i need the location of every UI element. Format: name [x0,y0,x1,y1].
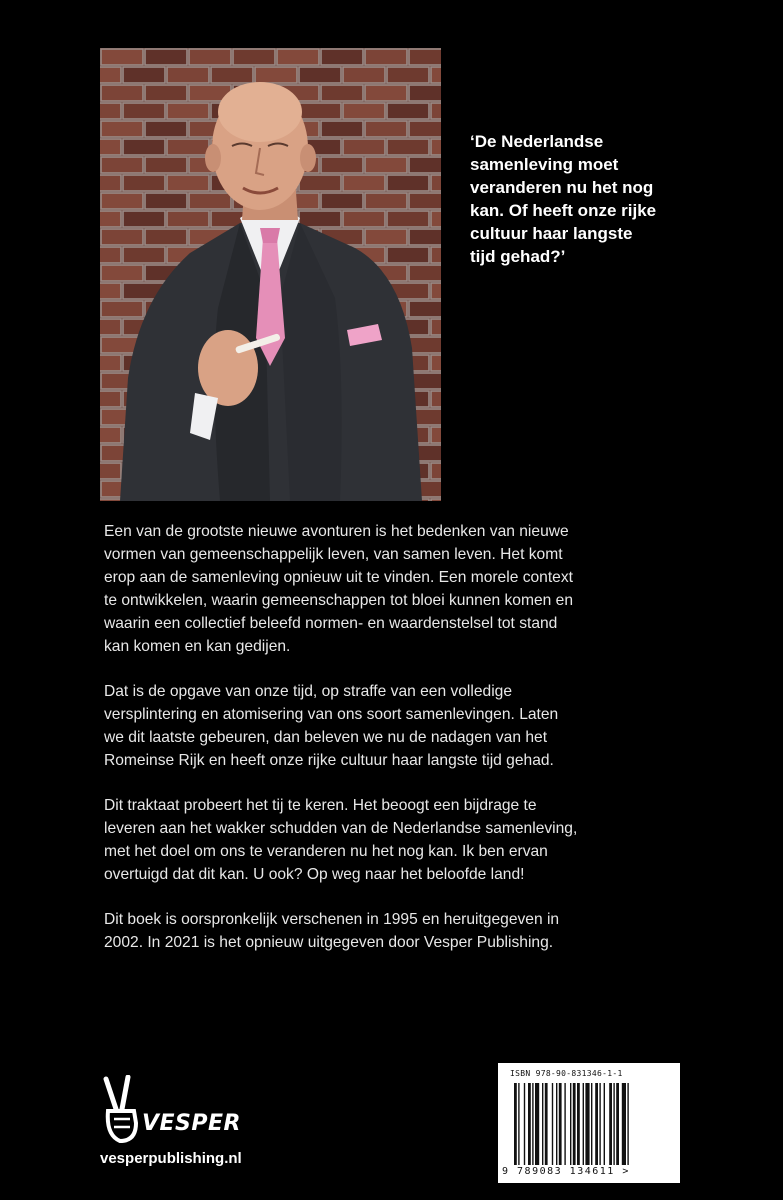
paragraph-3: Dit traktaat probeert het tij te keren. Het beoogt een bijdrage te leveren aan het wakker schudden van de Nederlandse samenleving, met het doel om ons te veranderen nu het nog kan. Ik ben ervan overtuigd dat dit kan. U ook? Op weg naar het beloofde land! [104,797,578,883]
logo-wordmark: VESPER [142,1111,241,1136]
paragraph-1: Een van de grootste nieuwe avonturen is het bedenken van nieuwe vormen van gemeenschappelijk leven, van samen leven. Het komt erop aan de samenleving opnieuw uit te vinden. Een morele context te ontwikkelen, waarin gemeenschappen tot bloei kunnen komen en waarin een collectief beleefd normen- en waardenstelsel tot stand kan komen en kan gedijen. [104,523,573,655]
barcode-bars [514,1083,664,1165]
isbn-barcode [498,1063,680,1183]
pull-quote: ‘De Nederlandse samenleving moet veranderen nu het nog kan. Of heeft onze rijke cultuur haar langste tijd gehad?’ [470,132,657,266]
paragraph-2: Dat is de opgave van onze tijd, op straffe van een volledige versplintering en atomisering van ons soort samenlevingen. Laten we dit laatste gebeuren, dan beleven we nu de nadagen van het Romeinse Rijk en heeft onze rijke cultuur haar langste tijd gehad. [104,683,559,769]
back-cover-text [104,520,729,976]
isbn-label: ISBN 978-90-831346-1-1 [510,1069,623,1078]
publisher-logo [100,1075,260,1145]
barcode-digits: 9 789083 134611 > [502,1166,630,1177]
peace-hand-icon [100,1075,144,1145]
publisher-website: vesperpublishing.nl [100,1150,242,1167]
author-photo [100,48,441,501]
paragraph-4: Dit boek is oorspronkelijk verschenen in 1995 en heruitgegeven in 2002. In 2021 is het opnieuw uitgegeven door Vesper Publishing. [104,911,560,951]
